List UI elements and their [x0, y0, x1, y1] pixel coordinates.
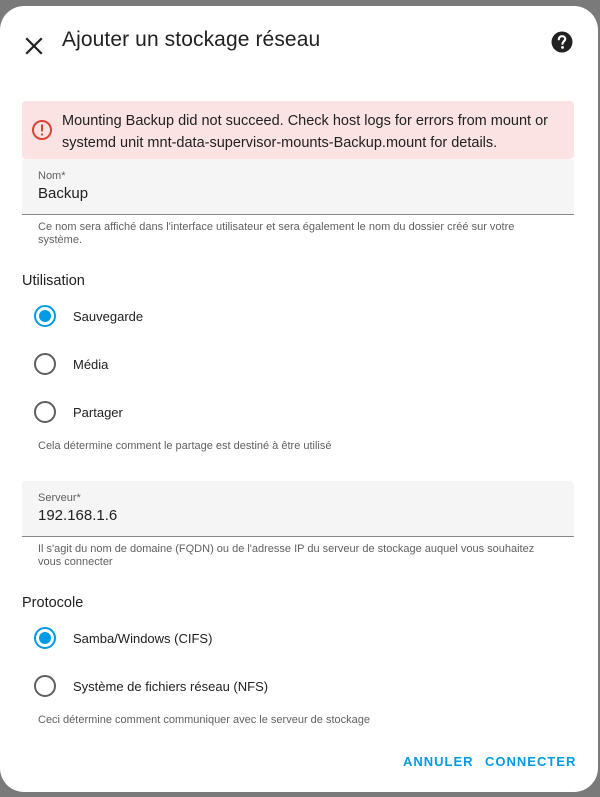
close-icon	[25, 37, 43, 55]
error-alert	[22, 101, 574, 159]
radio-protocol-cifs[interactable]	[34, 626, 212, 650]
name-field-helper: Ce nom sera affiché dans l'interface utilisateur et sera également le nom du dossier créé sur votre système.	[38, 221, 515, 246]
name-field[interactable]	[22, 159, 574, 215]
radio-protocol-nfs[interactable]	[34, 674, 268, 698]
server-field-label: Serveur*	[38, 492, 81, 504]
radio-usage-backup[interactable]	[34, 304, 143, 328]
help-button[interactable]	[550, 30, 574, 54]
usage-helper: Cela détermine comment le partage est destiné à être utilisé	[38, 440, 332, 452]
server-field[interactable]	[22, 481, 574, 537]
close-button[interactable]	[20, 32, 48, 60]
cancel-button[interactable]: ANNULER	[403, 754, 474, 769]
server-input[interactable]	[38, 507, 558, 524]
radio-unchecked-icon[interactable]	[34, 675, 56, 697]
help-circle-icon	[550, 30, 574, 54]
name-field-label: Nom*	[38, 170, 66, 182]
alert-circle-icon	[31, 119, 53, 141]
radio-unchecked-icon[interactable]	[34, 353, 56, 375]
radio-usage-share[interactable]	[34, 400, 123, 424]
connect-button[interactable]: CONNECTER	[485, 754, 577, 769]
radio-checked-icon[interactable]	[34, 627, 56, 649]
dialog-title: Ajouter un stockage réseau	[62, 28, 321, 51]
radio-checked-icon[interactable]	[34, 305, 56, 327]
radio-label: Média	[73, 356, 109, 372]
radio-label: Sauvegarde	[73, 308, 144, 324]
protocol-title: Protocole	[22, 595, 84, 611]
add-network-storage-dialog	[0, 6, 598, 792]
server-field-helper: Il s'agit du nom de domaine (FQDN) ou de l'adresse IP du serveur de stockage auquel vous souhaitez vous connecter	[38, 543, 535, 568]
radio-usage-media[interactable]	[34, 352, 108, 376]
usage-title: Utilisation	[22, 273, 85, 289]
radio-label: Partager	[73, 404, 123, 420]
alert-message: Mounting Backup did not succeed. Check host logs for errors from mount or systemd unit mnt-data-supervisor-mounts-Backup.mount for details.	[62, 113, 548, 151]
protocol-helper: Ceci détermine comment communiquer avec le serveur de stockage	[38, 714, 370, 726]
name-input[interactable]	[38, 185, 558, 202]
radio-label: Système de fichiers réseau (NFS)	[73, 678, 269, 694]
radio-label: Samba/Windows (CIFS)	[73, 630, 213, 646]
radio-unchecked-icon[interactable]	[34, 401, 56, 423]
